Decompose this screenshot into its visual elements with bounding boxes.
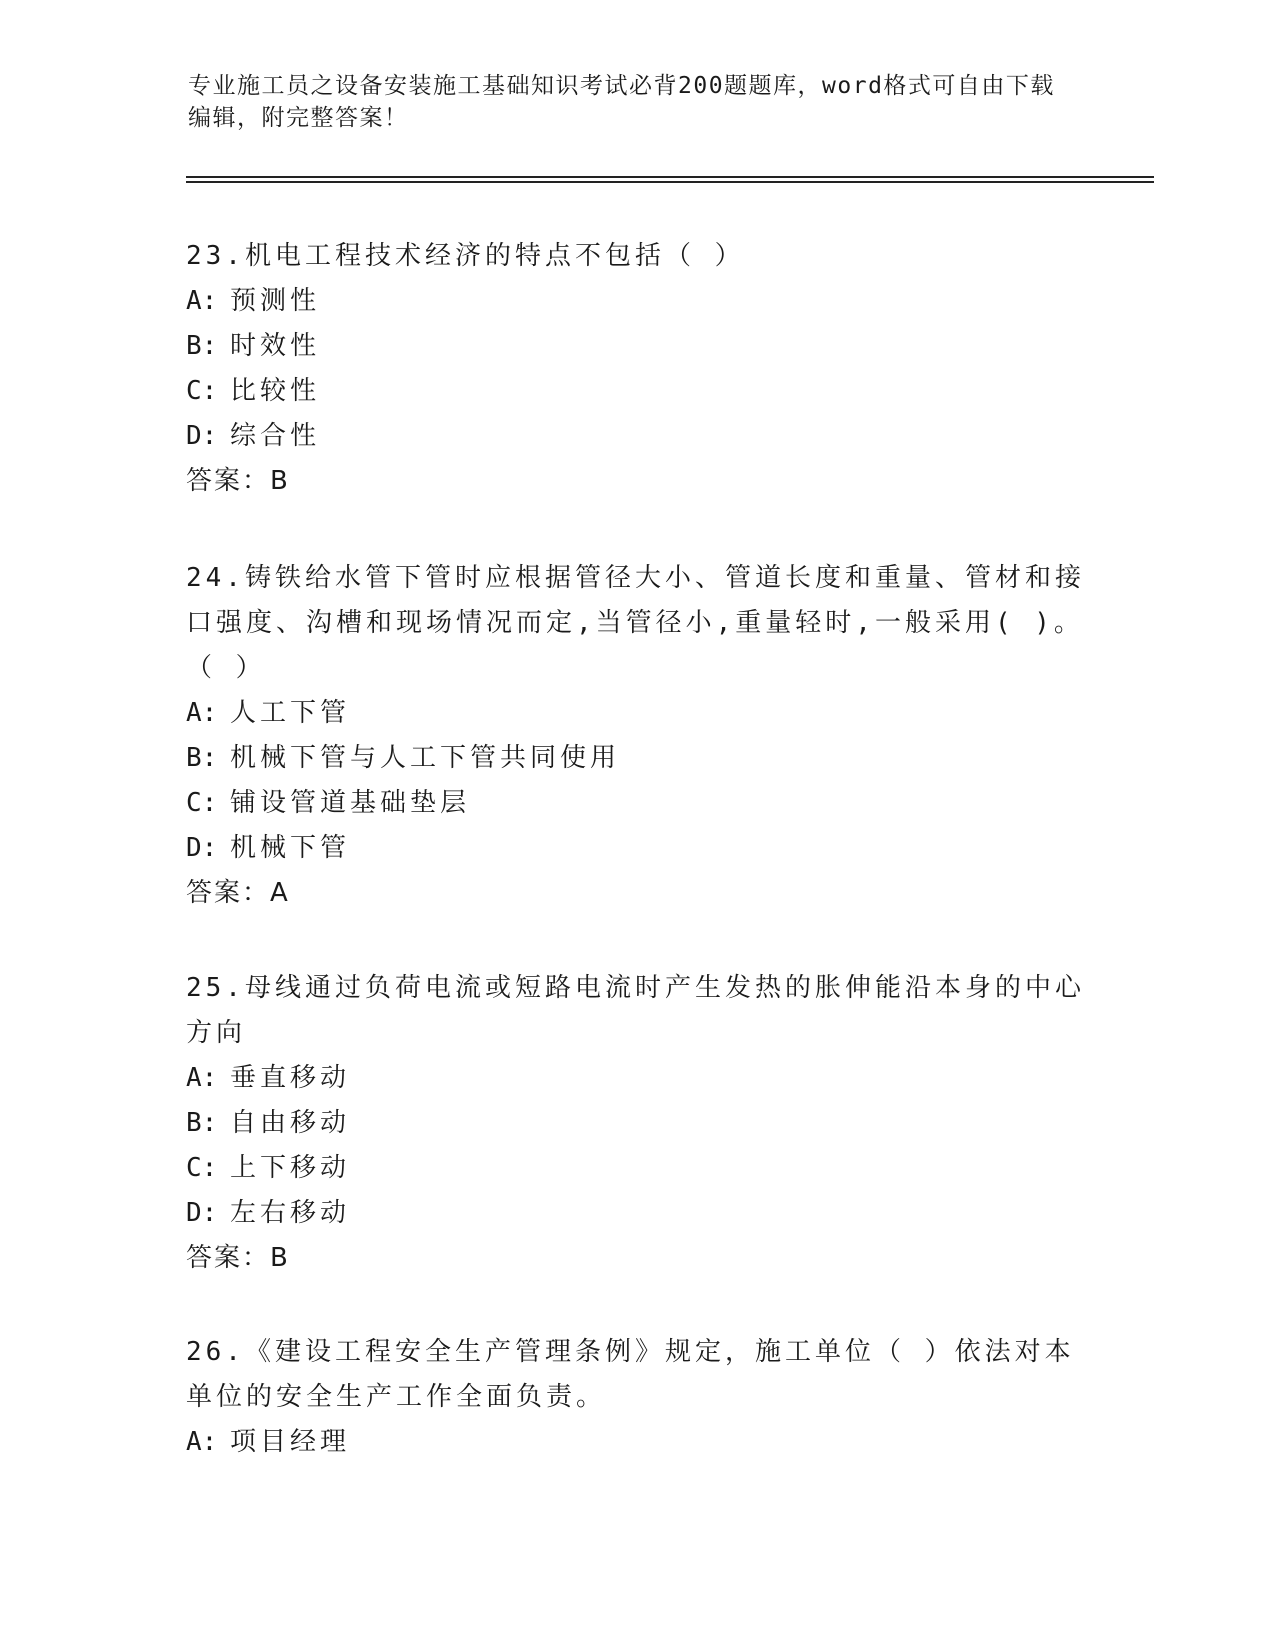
option-key: C: (186, 376, 218, 406)
option-a (186, 1420, 1086, 1465)
option-text: 项目经理 (230, 1427, 351, 1457)
option-a (186, 691, 1086, 736)
option-text: 预测性 (230, 286, 321, 316)
option-text: 人工下管 (230, 698, 351, 728)
option-text: 左右移动 (230, 1198, 351, 1228)
option-a (186, 279, 1086, 324)
question-24 (186, 556, 1086, 916)
option-key: D: (186, 1198, 218, 1228)
option-c (186, 369, 1086, 414)
option-d (186, 826, 1086, 871)
option-b (186, 324, 1086, 369)
option-b (186, 736, 1086, 781)
answer-line: 答案：B (186, 466, 290, 496)
question-text: 25.母线通过负荷电流或短路电流时产生发热的胀伸能沿本身的中心方向 (186, 973, 1085, 1048)
option-text: 上下移动 (230, 1153, 351, 1183)
answer-line: 答案：A (186, 878, 290, 908)
question-25 (186, 966, 1086, 1281)
option-key: C: (186, 788, 218, 818)
option-text: 机械下管 (230, 833, 351, 863)
option-key: C: (186, 1153, 218, 1183)
document-header: 专业施工员之设备安装施工基础知识考试必背200题题库，word格式可自由下载编辑，附完整答案！ (188, 73, 1055, 131)
option-key: A: (186, 698, 218, 728)
option-key: B: (186, 1108, 218, 1138)
header-rule-lower (186, 181, 1154, 183)
option-c (186, 781, 1086, 826)
option-key: A: (186, 1427, 218, 1457)
option-a (186, 1056, 1086, 1101)
question-text: 24.铸铁给水管下管时应根据管径大小、管道长度和重量、管材和接口强度、沟槽和现场情况而定,当管径小,重量轻时,一般采用( )。（ ） (186, 563, 1085, 683)
option-key: B: (186, 743, 218, 773)
option-key: D: (186, 421, 218, 451)
option-text: 时效性 (230, 331, 321, 361)
answer-line: 答案：B (186, 1243, 290, 1273)
option-key: B: (186, 331, 218, 361)
option-text: 比较性 (230, 376, 321, 406)
option-key: D: (186, 833, 218, 863)
option-d (186, 1191, 1086, 1236)
question-text: 26.《建设工程安全生产管理条例》规定，施工单位（ ）依法对本单位的安全生产工作全面负责。 (186, 1337, 1075, 1412)
header-rule-upper (186, 176, 1154, 178)
question-text: 23.机电工程技术经济的特点不包括（ ） (186, 241, 745, 271)
option-key: A: (186, 286, 218, 316)
option-text: 综合性 (230, 421, 321, 451)
option-text: 垂直移动 (230, 1063, 351, 1093)
option-text: 机械下管与人工下管共同使用 (230, 743, 621, 773)
question-26 (186, 1330, 1086, 1465)
option-c (186, 1146, 1086, 1191)
question-23 (186, 234, 1086, 504)
option-d (186, 414, 1086, 459)
option-text: 自由移动 (230, 1108, 351, 1138)
option-text: 铺设管道基础垫层 (230, 788, 471, 818)
option-key: A: (186, 1063, 218, 1093)
option-b (186, 1101, 1086, 1146)
